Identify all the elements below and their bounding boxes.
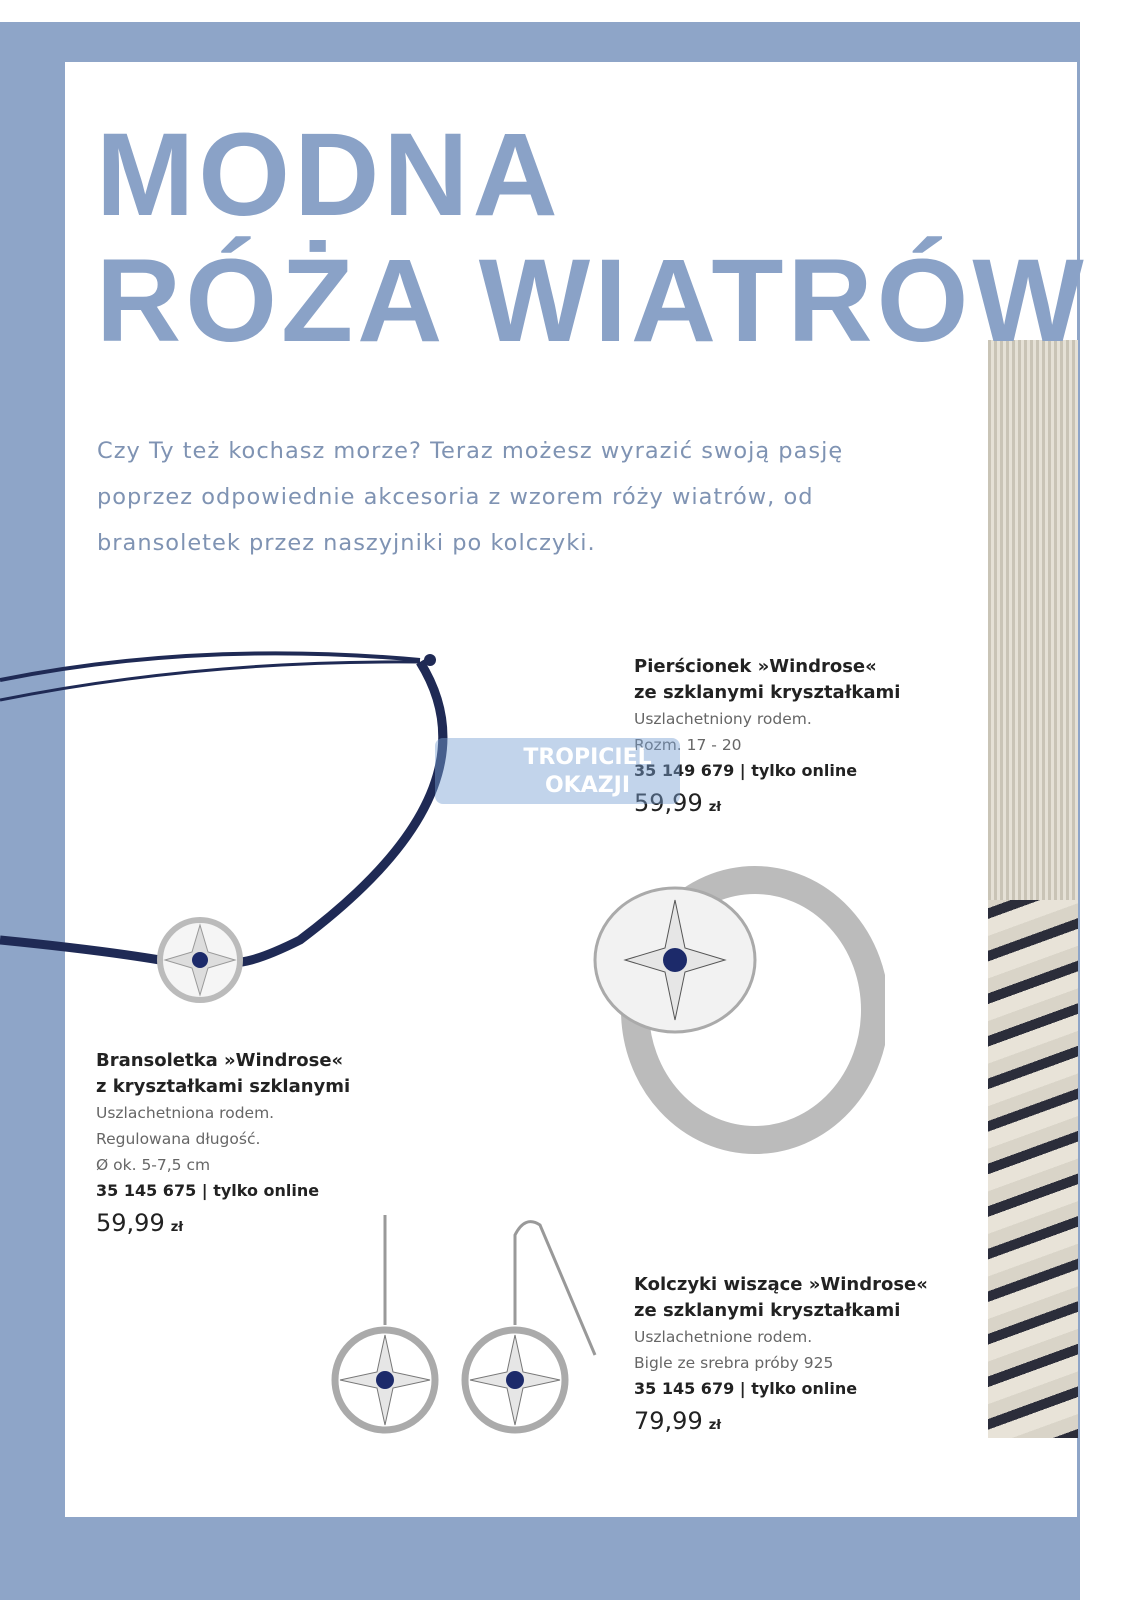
bracelet-image xyxy=(0,640,460,1020)
product-bracelet xyxy=(96,1048,350,1241)
product-desc: Uszlachetniona rodem. xyxy=(96,1104,275,1122)
product-price xyxy=(96,1210,350,1241)
intro-text: Czy Ty też kochasz morze? Teraz możesz wyrazić swoją pasję poprzez odpowiednie akcesoria z wzorem róży wiatrów, od bransoletek przez naszyjniki po kolczyki. xyxy=(97,438,844,556)
price-currency: zł xyxy=(170,1220,184,1235)
product-name: Bransoletka »Windrose« xyxy=(96,1050,344,1071)
product-desc: Regulowana długość. xyxy=(96,1130,261,1148)
price-currency: zł xyxy=(708,1418,722,1433)
product-name: Pierścionek »Windrose« xyxy=(634,656,877,677)
product-name: z kryształkami szklanymi xyxy=(96,1076,351,1097)
product-code: 35 145 679 | tylko online xyxy=(634,1379,858,1398)
watermark-line-1: TROPICIEL xyxy=(523,745,652,770)
price-currency: zł xyxy=(708,800,722,815)
product-price xyxy=(634,1408,928,1439)
product-desc: Rozm. 17 - 20 xyxy=(634,736,742,754)
product-name: Kolczyki wiszące »Windrose« xyxy=(634,1274,928,1295)
price-value: 59,99 xyxy=(96,1209,165,1237)
page-title xyxy=(96,109,1088,367)
product-name: ze szklanymi kryształkami xyxy=(634,682,901,703)
earrings-image xyxy=(320,1215,610,1455)
product-desc: Ø ok. 5-7,5 cm xyxy=(96,1156,211,1174)
product-desc: Uszlachetnione rodem. xyxy=(634,1328,813,1346)
product-name: ze szklanymi kryształkami xyxy=(634,1300,901,1321)
product-code: 35 145 675 | tylko online xyxy=(96,1181,320,1200)
product-desc: Uszlachetniony rodem. xyxy=(634,710,812,728)
product-desc: Bigle ze srebra próby 925 xyxy=(634,1354,834,1372)
watermark-logo xyxy=(435,738,680,804)
watermark-line-2: OKAZJI xyxy=(544,773,631,798)
ring-image xyxy=(585,860,885,1160)
price-value: 59,99 xyxy=(634,789,703,817)
title-line-1: MODNA xyxy=(96,109,562,241)
knit-texture-photo xyxy=(988,340,1078,900)
price-value: 79,99 xyxy=(634,1407,703,1435)
title-line-2: RÓŻA WIATRÓW xyxy=(96,235,1088,367)
product-code: 35 149 679 | tylko online xyxy=(634,761,858,780)
product-earrings xyxy=(634,1272,928,1439)
